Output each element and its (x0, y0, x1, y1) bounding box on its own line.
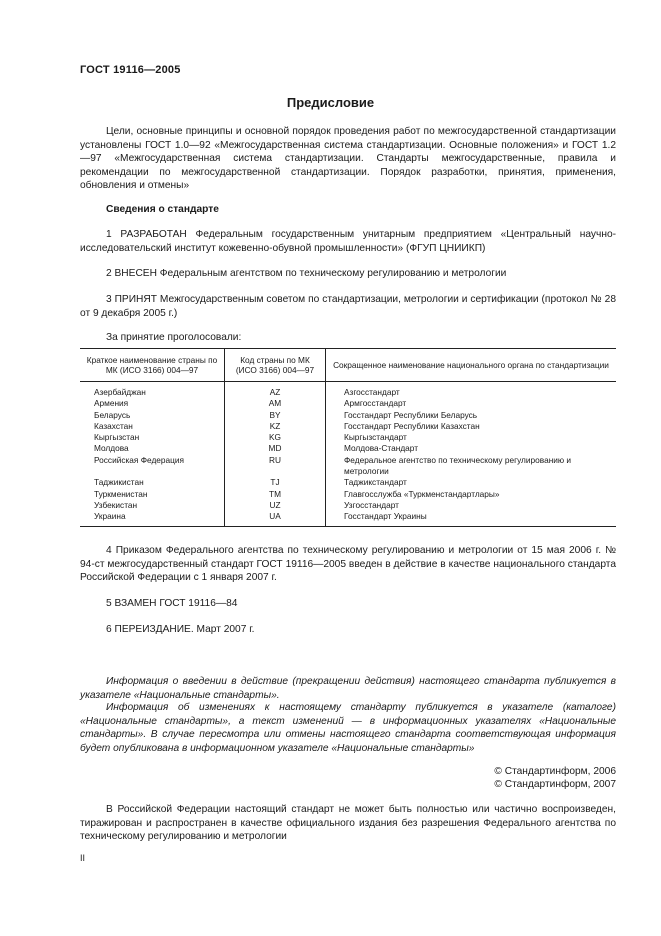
country-name-cell: Российская Федерация (94, 454, 185, 465)
column-header-country: Краткое наименование страны по МК (ИСО 3166) 004—97 (80, 349, 225, 382)
standards-body-cell: Федеральное агентство по техническому регулированию и метрологии (326, 455, 617, 478)
standards-body-cell: Госстандарт Республики Казахстан (326, 421, 617, 432)
standards-body-cell: Таджикстандарт (326, 477, 617, 488)
country-name-cell: Кыргызстан (94, 432, 140, 443)
item-5-replaces: 5 ВЗАМЕН ГОСТ 19116—84 (106, 598, 238, 609)
table-row (80, 500, 616, 511)
standards-body-cell: Армгосстандарт (326, 398, 617, 409)
country-name-cell: Казахстан (94, 420, 133, 431)
standards-body-cell: Молдова-Стандарт (326, 443, 617, 454)
country-name-cell: Таджикистан (94, 477, 144, 488)
info-paragraph-1: Информация о введении в действие (прекращении действия) настоящего стандарта публикуется в указателе «Национальные стандарты». (80, 676, 616, 701)
country-name-cell: Туркменистан (94, 488, 148, 499)
standards-body-cell: Кыргызстандарт (326, 432, 617, 443)
page-number: II (80, 853, 86, 863)
standards-body-cell: Главгосслужба «Туркменстандартлары» (326, 489, 617, 500)
country-name-cell: Украина (80, 511, 225, 526)
country-name-cell: Узбекистан (94, 499, 138, 510)
country-code-cell: TJ (225, 477, 326, 488)
standards-body-cell: Азгосстандарт (326, 382, 617, 399)
document-code-header: ГОСТ 19116—2005 (80, 64, 181, 76)
table-header-row (80, 349, 616, 382)
page-title: Предисловие (286, 95, 375, 110)
country-code-cell: KZ (225, 421, 326, 432)
country-name-cell: Молдова (94, 443, 129, 454)
standards-body-cell: Узгосстандарт (326, 500, 617, 511)
country-code-cell: UA (225, 511, 326, 526)
reproduction-notice: В Российской Федерации настоящий стандарт не может быть полностью или частично воспроизведен, тиражирован и распространен в качестве официального издания без разрешения Федерального агентства по техническому регулированию и метрологии (80, 804, 616, 843)
country-code-cell: AZ (225, 382, 326, 399)
country-code-cell: UZ (225, 500, 326, 511)
item-1-developed: 1 РАЗРАБОТАН Федеральным государственным унитарным предприятием «Центральный научно-исследовательский институт кожевенно-обувной промышленности» (ФГУП ЦНИИКП) (80, 229, 616, 254)
item-3-adopted: 3 ПРИНЯТ Межгосударственным советом по стандартизации, метрологии и сертификации (протокол № 28 от 9 декабря 2005 г.) (80, 294, 616, 319)
table-row (80, 432, 616, 443)
column-header-body: Сокращенное наименование национального органа по стандартизации (326, 349, 617, 382)
table-row (80, 382, 616, 399)
section-heading: Сведения о стандарте (106, 204, 219, 215)
country-code-cell: BY (225, 410, 326, 421)
country-code-cell: RU (225, 455, 326, 478)
standards-body-cell: Госстандарт Республики Беларусь (326, 410, 617, 421)
table-row (80, 489, 616, 500)
country-code-cell: AM (225, 398, 326, 409)
country-code-cell: KG (225, 432, 326, 443)
table-row (80, 421, 616, 432)
country-code-cell: MD (225, 443, 326, 454)
item-6-reissue: 6 ПЕРЕИЗДАНИЕ. Март 2007 г. (106, 624, 255, 635)
country-code-cell: TM (225, 489, 326, 500)
voting-states-table (80, 348, 616, 527)
copyright-2007: © Стандартинформ, 2007 (494, 779, 616, 790)
intro-paragraph: Цели, основные принципы и основной порядок проведения работ по межгосударственной стандартизации установлены ГОСТ 1.0—92 «Межгосударственная система стандартизации. Основные положения» и ГОСТ 1.2—97 «Межгосударственная система стандартизации. Стандарты межгосударственные, правила и рекомендации по межгосударственной стандартизации. Порядок разработки, принятия, применения, обновления и отмены» (80, 126, 616, 192)
copyright-2006: © Стандартинформ, 2006 (494, 766, 616, 777)
table-row (80, 398, 616, 409)
country-name-cell: Армения (94, 398, 129, 409)
vote-label: За принятие проголосовали: (106, 332, 242, 343)
country-name-cell: Азербайджан (94, 387, 146, 397)
table-row (80, 511, 616, 526)
standards-body-cell: Госстандарт Украины (326, 511, 617, 526)
table-row (80, 477, 616, 488)
table-row (80, 443, 616, 454)
country-name-cell: Беларусь (94, 409, 131, 420)
table-row (80, 410, 616, 421)
table-row (80, 455, 616, 478)
info-paragraph-2: Информация об изменениях к настоящему стандарту публикуется в указателе (каталоге) «Национальные стандарты», а текст изменений — в информационных указателях «Национальные стандарты». В случае пересмотра или отмены настоящего стандарта соответствующая информация будет опубликована в информационном указателе «Национальные стандарты» (80, 702, 616, 754)
column-header-code: Код страны по МК (ИСО 3166) 004—97 (225, 349, 326, 382)
item-2-introduced: 2 ВНЕСЕН Федеральным агентством по техническому регулированию и метрологии (106, 268, 507, 279)
item-4-order: 4 Приказом Федерального агентства по техническому регулированию и метрологии от 15 мая 2006 г. № 94-ст межгосударственный стандарт ГОСТ 19116—2005 введен в действие в качестве национального стандарта Российской Федерации с 1 января 2007 г. (80, 545, 616, 584)
